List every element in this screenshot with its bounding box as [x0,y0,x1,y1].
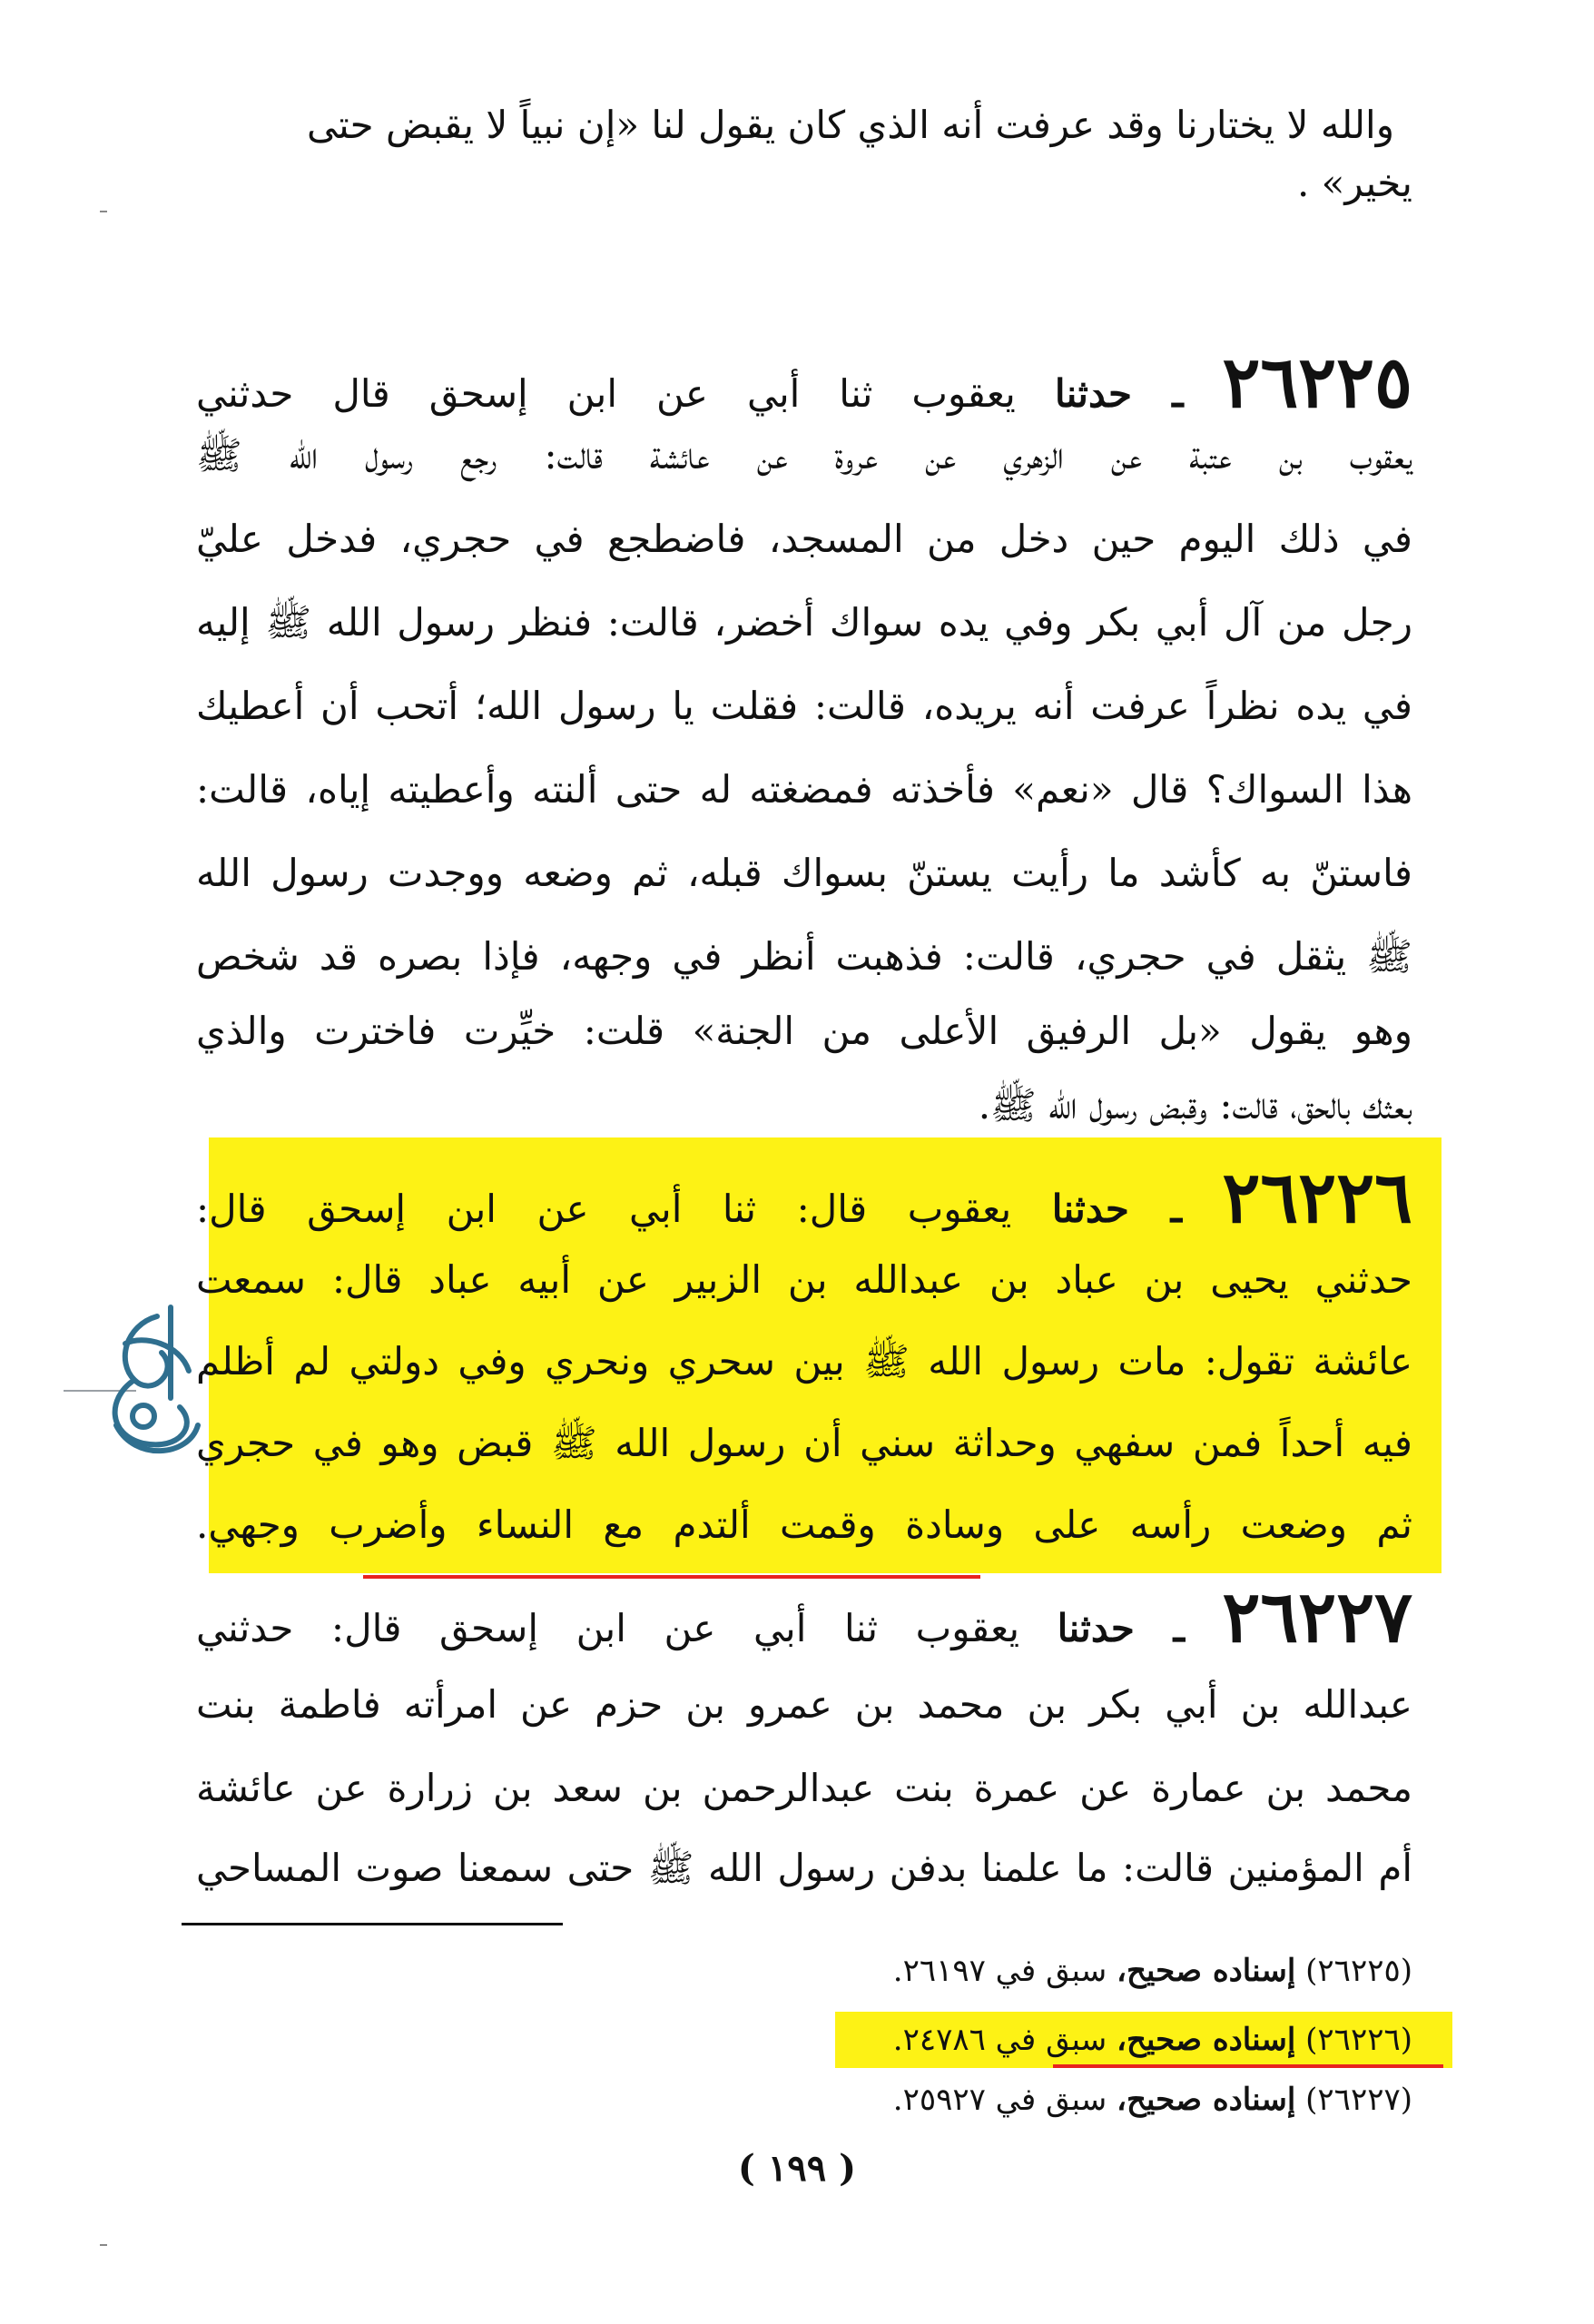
red-underline [363,1575,980,1579]
scan-tick [100,2244,107,2246]
hadith-26227-line: عبدالله بن أبي بكر بن محمد بن عمرو بن حزم عن امرأته فاطمة بنت [196,1682,1412,1727]
footnote-text: سبق في ٢٦١٩٧. [892,1953,1107,1989]
hadith-lead: ـ حدثنا [1051,1187,1182,1231]
footnote [893,2077,1412,2122]
page-number: ( ١٩٩ ) [737,2147,857,2190]
footnote-grade: إسناده صحيح، [1117,2022,1296,2058]
hadith-26226-heading [196,1157,1412,1239]
footnote-ref: (٢٦٢٢٦) [1305,2022,1412,2058]
hadith-26227-line: أم المؤمنين قالت: ما علمنا بدفن رسول الله ﷺ حتى سمعنا صوت المساحي [196,1846,1412,1890]
hadith-26227-line: محمد بن عمارة عن عمرة بنت عبدالرحمن بن سعد بن زرارة عن عائشة [196,1766,1412,1810]
footnote [893,2017,1412,2063]
hadith-26225-line: في يده نظراً عرفت أنه يريده، قالت: فقلت يا رسول الله؛ أتحب أن أعطيك [196,684,1412,728]
hadith-26225-line: ﷺ يثقل في حجري، قالت: فذهبت أنظر في وجهه، فإذا بصره قد شخص [196,934,1412,979]
footnote-ref: (٢٦٢٢٧) [1305,2082,1412,2118]
hadith-first-line: يعقوب ثنا أبي عن ابن إسحق قال: حدثني [196,1606,1020,1650]
footnote-ref: (٢٦٢٢٥) [1305,1953,1412,1989]
intro-line-2: يخير» . [1296,161,1412,205]
footnote-text: سبق في ٢٤٧٨٦. [892,2022,1107,2058]
footnote-red-underline [1053,2064,1443,2068]
hadith-26225-heading [196,341,1412,424]
footnote-grade: إسناده صحيح، [1117,1953,1296,1989]
scan-tick [100,211,107,212]
hadith-lead: ـ حدثنا [1054,371,1184,416]
hadith-number: ٢٦٢٢٦ [1222,1157,1412,1239]
hadith-lead: ـ حدثنا [1057,1606,1185,1650]
hadith-first-line: يعقوب قال: ثنا أبي عن ابن إسحق قال: [196,1187,1012,1231]
footnote-grade: إسناده صحيح، [1117,2082,1296,2118]
footnote-text: سبق في ٢٥٩٢٧. [892,2082,1107,2118]
hadith-26225-line: رجل من آل أبي بكر وفي يده سواك أخضر، قالت: فنظر رسول الله ﷺ إليه [196,600,1412,645]
hadith-number: ٢٦٢٢٧ [1222,1576,1412,1659]
hadith-26227-heading [196,1576,1412,1659]
hadith-26226-line: حدثني يحيى بن عباد بن عبدالله بن الزبير عن أبيه عباد قال: سمعت [196,1257,1412,1302]
hadith-26225-line: يعقوب بن عتبة عن الزهري عن عروة عن عائشة قالت: رجع رسول الله ﷺ [196,433,1412,478]
hadith-26225-line: فاستنّ به كأشد ما رأيت يستنّ بسواك قبله، ثم وضعه ووجدت رسول الله [196,851,1412,895]
hadith-number: ٢٦٢٢٥ [1222,341,1412,424]
hadith-26226-line: عائشة تقول: مات رسول الله ﷺ بين سحري ونحري وفي دولتي لم أظلم [196,1339,1412,1384]
hadith-26225-line: بعثك بالحق، قالت: وقبض رسول الله ﷺ. [978,1083,1412,1128]
seal-logo [71,1289,216,1471]
footnote-rule [182,1923,563,1925]
hadith-26226-line: ثم وضعت رأسه على وسادة وقمت ألتدم مع النساء وأضرب وجهي. [196,1502,1412,1547]
intro-line-1: والله لا يختارنا وقد عرفت أنه الذي كان يقول لنا «إن نبياً لا يقبض حتى [306,103,1394,147]
hadith-26225-line: في ذلك اليوم حين دخل من المسجد، فاضطجع في حجري، فدخل عليّ [196,517,1412,561]
hadith-first-line: يعقوب ثنا أبي عن ابن إسحق قال حدثني [196,371,1016,416]
hadith-26225-line: هذا السواك؟ قال «نعم» فأخذته فمضغته له حتى ألنته وأعطيته إياه، قالت: [196,767,1412,812]
footnote [893,1948,1412,1994]
hadith-26225-line: وهو يقول «بل الرفيق الأعلى من الجنة» قلت: خيِّرت فاخترت والذي [196,1009,1412,1053]
hadith-26226-line: فيه أحداً فمن سفهي وحداثة سني أن رسول الله ﷺ قبض وهو في حجري [196,1421,1412,1465]
